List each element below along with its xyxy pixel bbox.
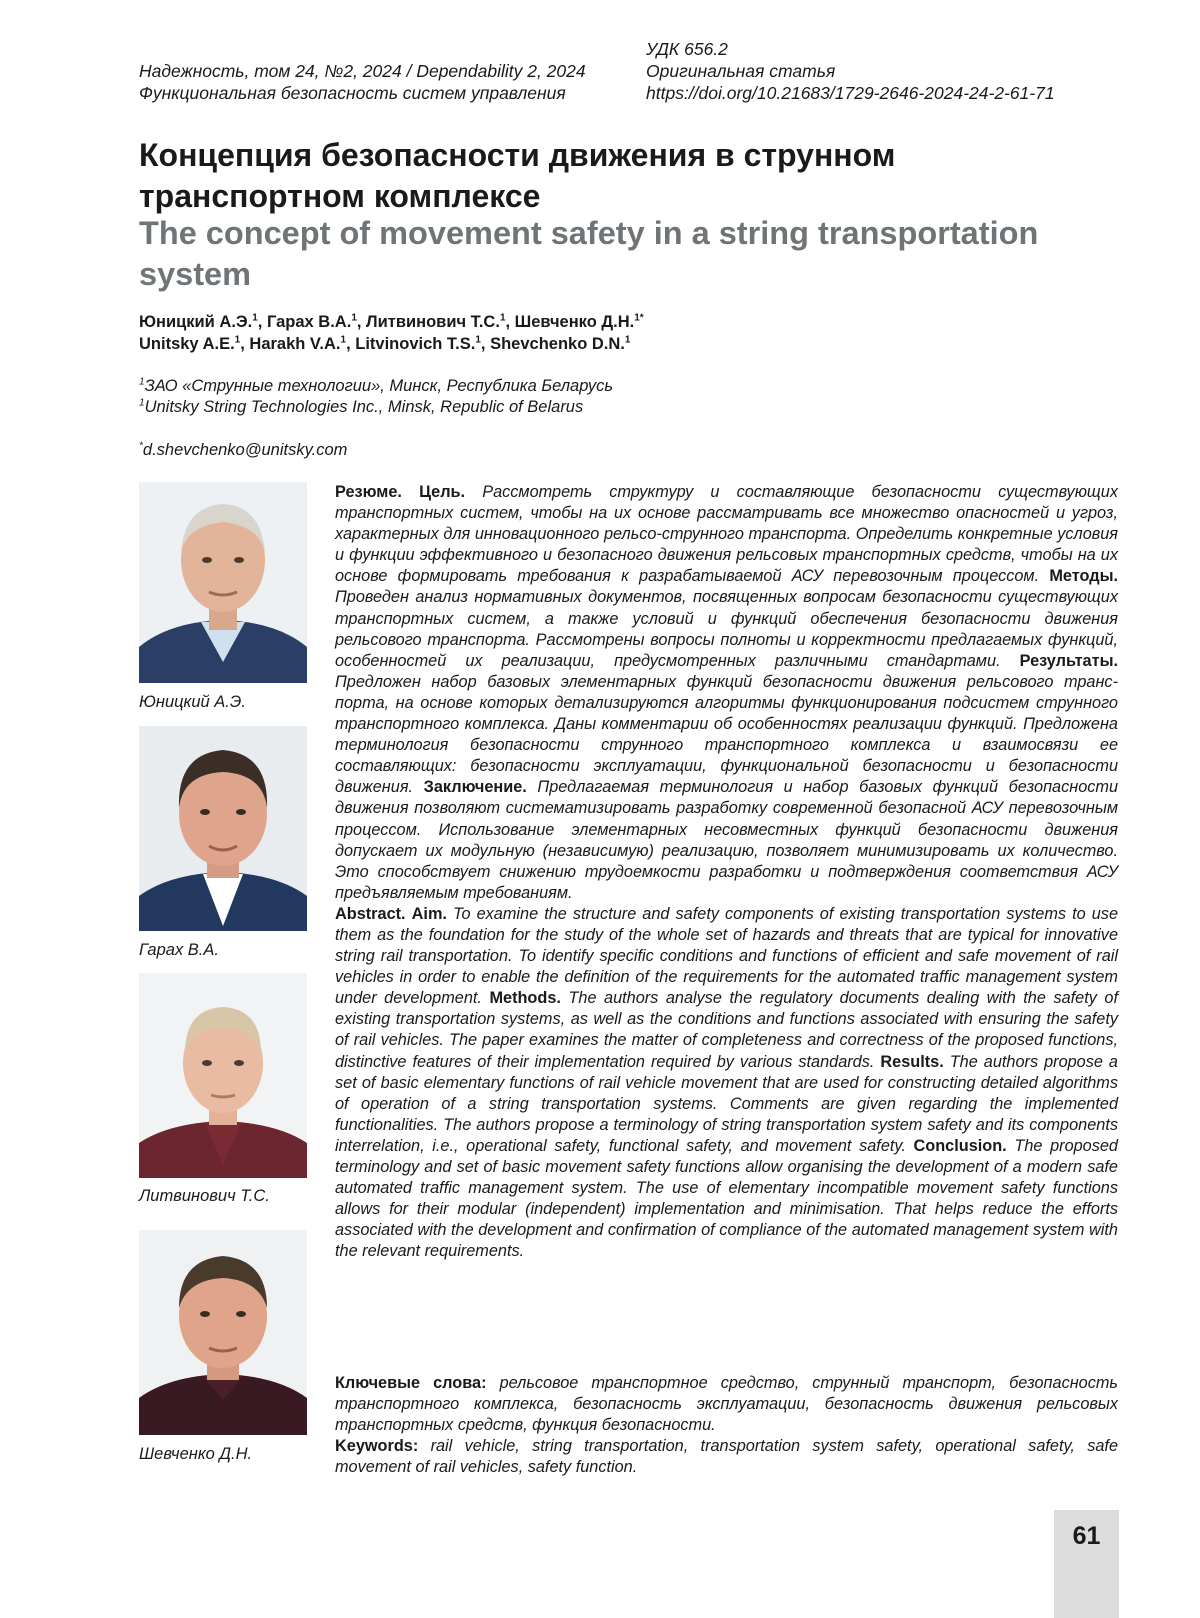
- author-sup: 1: [351, 312, 357, 324]
- authors-ru: Юницкий А.Э.$^1$, Гарах В.А.$^1$, Литвинович Т.С.$^1$, Шевченко Д.Н.$^{1*}$: [139, 312, 644, 331]
- author-sup: 1*: [634, 312, 644, 324]
- journal-section: Функциональная безопасность систем управления: [139, 83, 566, 103]
- author-sup: 1: [624, 334, 631, 346]
- author-name: Shevchenko D.N.: [490, 335, 625, 353]
- email-link[interactable]: d.shevchenko@unitsky.com: [142, 441, 348, 459]
- portrait-image: [139, 482, 307, 683]
- portrait-image: [139, 1230, 307, 1435]
- page-number: 61: [1072, 1522, 1101, 1550]
- photo-caption: Шевченко Д.Н.: [139, 1445, 253, 1463]
- journal-line: Надежность, том 24, №2, 2024 / Dependability 2, 2024: [139, 61, 586, 81]
- author-sup: 1: [252, 312, 258, 324]
- udk-code: УДК 656.2: [646, 39, 728, 59]
- abstract-block: [335, 482, 1118, 1262]
- author-photo: [139, 726, 307, 931]
- abstract-ru: Резюме. Цель. Рассмотреть структуру и составляющие безопасности существующих транспортных систем, чтобы на их основе рассматривать все множество опасностей и угроз, характерных для инновационного рельсо-струнного транспорта. Определить конкретные условия и функции эффективного и безопасного движения рельсовых транспортных средств, чтобы на их основе формировать требования к разрабатываемой АСУ перевозочным процессом. Методы. Проведен анализ нормативных документов, посвященных вопросам безопасности существующих транспортных систем, а также условий и функций обеспечения безопасности движения рельсового транспорта. Рассмотрены вопросы полноты и корректности предлагаемых функций, особенностей их реализации, предусмотренных различными стандартами. Результаты. Предложен набор базовых элементарных функций безопасности движения рельсового транспорта, на основе которых детализируются алгоритмы функционирования подсистем струнного транспортного комплекса. Даны комментарии об особенностях реализации функций. Предложена терминология безопасности струнного транспортного комплекса и взаимосвязи ее составляющих: безопасности эксплуатации, функциональной безопасности и безопасности движения. Заключение. Предлагаемая терминология и набор базовых функций безопасности движения позволяют систематизировать разработку современной безопасной АСУ перевозочным процессом. Использование элементарных несовместных функций безопасности движения допускает их модульную (независимую) реализацию, позволяет минимизировать их количество. Это способствует снижению трудоемкости разработки и подтверждения соответствия АСУ предъявляемым требованиям.: [335, 483, 1119, 902]
- photo-caption: Юницкий А.Э.: [139, 693, 246, 711]
- title-russian: Концепция безопасности движения в струнном транспортном комплексе: [139, 137, 896, 214]
- author-name: Unitsky A.E.: [139, 335, 235, 353]
- author-name: Шевченко Д.Н.: [514, 313, 635, 331]
- author-name: Litvinovich T.S.: [355, 335, 476, 353]
- corresponding-email: *d.shevchenko@unitsky.com: [139, 440, 348, 459]
- article-meta: [646, 38, 1055, 104]
- doi-link[interactable]: https://doi.org/10.21683/1729-2646-2024-24-2-61-71: [646, 83, 1055, 103]
- authors-en: Unitsky A.E.$^1$, Harakh V.A.$^1$, Litvinovich T.S.$^1$, Shevchenko D.N.$^1$: [139, 334, 631, 353]
- author-photo: [139, 973, 307, 1178]
- title-english: The concept of movement safety in a string transportation system: [139, 215, 1039, 292]
- author-sup: 1: [475, 334, 481, 346]
- author-name: Юницкий А.Э.: [139, 313, 253, 331]
- keywords-en: Keywords: rail vehicle, string transportation, transportation system safety, operational safety, safe movement of rail vehicles, safety function.: [335, 1437, 1119, 1477]
- author-name: Литвинович Т.С.: [366, 313, 500, 331]
- author-sup: 1: [499, 312, 506, 324]
- author-name: Harakh V.A.: [249, 335, 341, 353]
- affiliation-en: $^1$Unitsky String Technologies Inc., Minsk, Republic of Belarus: [139, 397, 584, 416]
- photo-caption: Литвинович Т.С.: [139, 1187, 270, 1205]
- author-sup: 1: [340, 334, 347, 346]
- author-sup: 1: [234, 334, 241, 346]
- page-number-tab: [1054, 1510, 1119, 1618]
- photo-caption: Гарах В.А.: [139, 941, 219, 959]
- authors-block: [139, 311, 644, 355]
- portrait-image: [139, 973, 307, 1178]
- portrait-image: [139, 726, 307, 931]
- keywords-ru: Ключевые слова: рельсовое транспортное средство, струнный транспорт, безопасность транспортного комплекса, безопасность эксплуатации, безопасность движения рельсовых транспортных средств, функция безопасности.: [335, 1374, 1118, 1435]
- author-photo: [139, 1230, 307, 1435]
- keywords-block: [335, 1373, 1118, 1478]
- affiliation-ru: $^1$ЗАО «Струнные технологии», Минск, Республика Беларусь: [139, 376, 614, 395]
- journal-header: [139, 60, 586, 104]
- affiliation: [139, 376, 613, 418]
- author-photo: [139, 482, 307, 683]
- article-type: Оригинальная статья: [646, 61, 836, 81]
- abstract-en: Abstract. Aim. To examine the structure and safety components of existing transportation systems to use them as the foundation for the study of the whole set of hazards and threats that are typical for innovative string rail transportation. To identify specific conditions and functions of efficient and safe movement of rail vehicles in order to enable the definition of the requirements for the automated traffic management system under development. Methods. The authors analyse the regulatory documents dealing with the safety of existing transportation systems, as well as the conditions and functions associated with ensuring the safety of rail vehicles. The paper examines the matter of completeness and correctness of the proposed functions, distinctive features of their implementation required by various standards. Results. The authors propose a set of basic elementary functions of rail vehicle movement that are used for constructing detailed algorithms of operation of a string transportation systems. Comments are given regarding the implemented functionalities. The authors propose a terminology of string transportation system safety and its components interrelation, i.e., operational safety, functional safety, and movement safety. Conclusion. The proposed terminology and set of basic movement safety functions allow organising the development of a modern safe automated traffic management system. The use of elementary incompatible movement safety functions allows for their modular (independent) implementation and minimisation. That helps reduce the efforts associated with the development and confirmation of compliance of the automated management system with the relevant requirements.: [335, 904, 1119, 1261]
- author-name: Гарах В.А.: [266, 313, 352, 331]
